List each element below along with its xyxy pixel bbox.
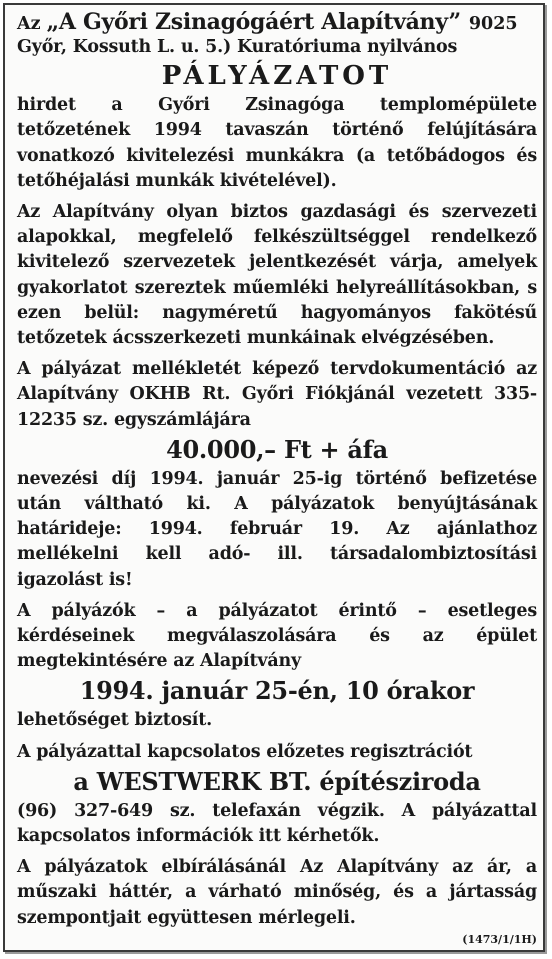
address-line: Győr, Kossuth L. u. 5.) Kuratóriuma nyilvános (17, 37, 458, 57)
paragraph-opportunity: lehetőséget biztosít. (17, 710, 212, 731)
paragraph-registration: A pályázattal kapcsolatos előzetes regisztrációt (17, 741, 473, 762)
paragraph-deadline: nevezési díj 1994. január 25-ig történő befizetése után váltható ki. A pályázatok benyújtásának határideje: 1994. február 19. Az ajánlathoz mellékelni kell adó- ill. társadalombiztosítási igazolást is! (17, 468, 537, 590)
paragraph-evaluation: A pályázatok elbírálásánál Az Alapítvány az ár, a műszaki háttér, a várható minőség, és a jártasság szempontjait együttesen mérlegeli. (17, 857, 537, 928)
title-line (17, 9, 537, 35)
paragraph-telefax: (96) 327-649 sz. telefaxán végzik. A pályázattal kapcsolatos információk itt kérhetők. (17, 800, 537, 847)
postal-code: 9025 (468, 14, 518, 34)
firm-name: a WESTWERK BT. építésziroda (73, 766, 481, 796)
title-prefix: Az (17, 14, 41, 34)
visit-date-time: 1994. január 25-én, 10 órakor (79, 676, 475, 706)
paragraph-scope: hirdet a Győri Zsinagóga templomépülete tetőzetének 1994 tavaszán történő felújítására vonatkozó kivitelezési munkákra (a tetőbádogos és tetőhéjalási munkák kivételével). (17, 95, 537, 191)
headline: PÁLYÁZATOT (161, 61, 393, 92)
paragraph-questions: A pályázók – a pályázatot érintő – esetleges kérdéseinek megválaszolására és az épület megtekintésére az Alapítvány (17, 600, 537, 672)
ad-code: (1473/1/1H) (462, 933, 537, 946)
advertisement-body (17, 9, 537, 931)
paragraph-documentation: A pályázat mellékletét képező tervdokumentáció az Alapítvány OKHB Rt. Győri Fiókjánál vezetett 335-12235 sz. egyszámlájára (17, 359, 537, 430)
fee-amount: 40.000,– Ft + áfa (166, 434, 388, 464)
advertisement-frame (3, 3, 545, 952)
organization-name: „A Győri Zsinagógáért Alapítvány” (46, 9, 461, 35)
paragraph-requirements: Az Alapítvány olyan biztos gazdasági és szervezeti alapokkal, megfelelő felkészültséggel rendelkező kivitelező szervezetek jelentkezését várja, amelyek gyakorlatot szereztek műemléki helyreállításokban, s ezen belül: nagyméretű hagyományos fakötésű tetőzetek ácsszerkezeti munkáinak elvégzésében. (17, 202, 537, 349)
